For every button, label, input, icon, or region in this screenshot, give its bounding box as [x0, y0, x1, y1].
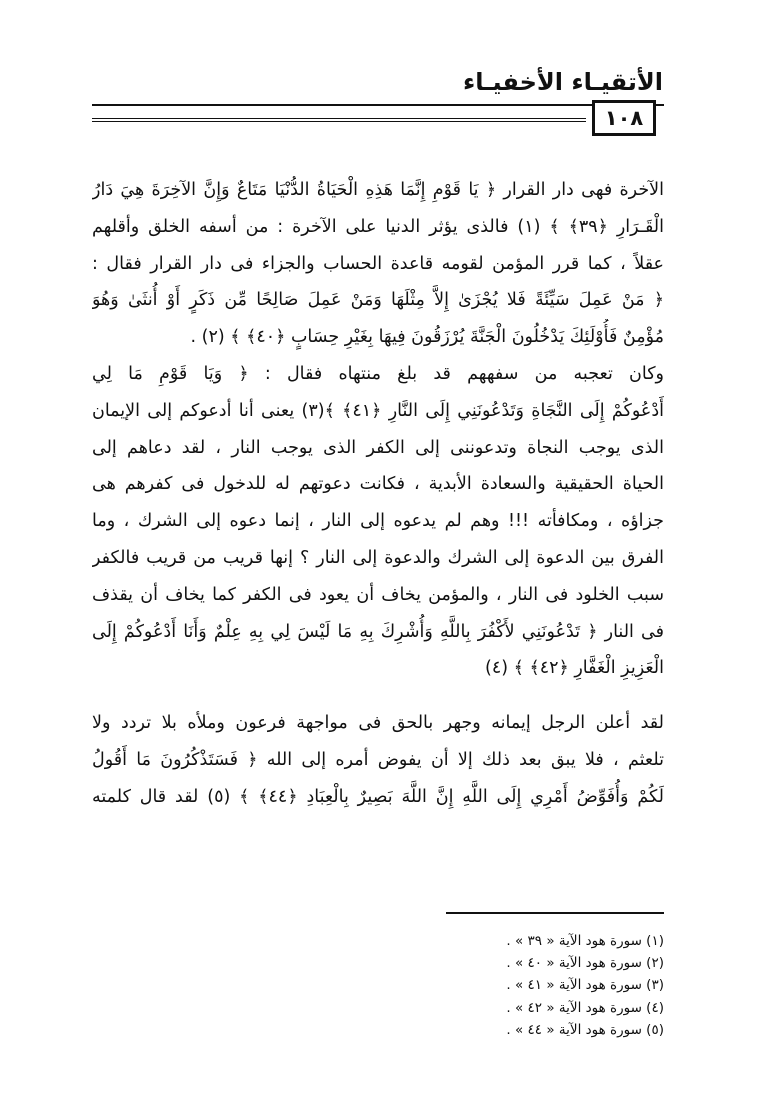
header-double-rule	[92, 118, 586, 122]
text-line: الذى يوجب النجاة وتدعوننى إلى الكفر الذى يوجب النار ، لقد دعاهم إلى	[92, 437, 664, 458]
footnote: (١) سورة هود الآية « ٣٩ » .	[506, 933, 664, 949]
footnote: (٤) سورة هود الآية « ٤٢ » .	[506, 999, 664, 1016]
text-line: الحياة الحقيقية والسعادة الأبدية ، فكانت دعوتهم له للدخول فى كفرهم هى	[92, 474, 664, 495]
body-text	[92, 172, 664, 816]
text-line: عقلاً ، كما قرر المؤمن لقومه قاعدة الحساب والجزاء فى دار القرار فقال :	[92, 253, 664, 274]
text-line: ﴿ مَنْ عَمِلَ سَيِّئَةً فَلا يُجْزَىٰ إِلاَّ مِثْلَهَا وَمَنْ عَمِلَ صَالِحًا مِّن ذَكَرٍ أَوْ أُنثَىٰ وَهُوَ	[92, 290, 664, 311]
text-line: الآخرة فهى دار القرار ﴿ يَا قَوْمِ إِنَّمَا هَذِهِ الْحَيَاةُ الدُّنْيَا مَتَاعٌ وَإِنَّ الآخِرَةَ هِيَ دَارُ	[92, 180, 664, 200]
text-line: جزاؤه ، ومكافأته !!! وهم لم يدعوه إلى النار ، إنما دعوه إلى الشرك ، وما	[92, 511, 664, 532]
text-line: الفرق بين الدعوة إلى الشرك والدعوة إلى النار ؟ إنها قريب من قريب فالكفر	[92, 547, 664, 568]
text-line: سبب الخلود فى النار ، والمؤمن يخاف أن يعود فى الكفر كما يخاف أن يقذف	[92, 584, 664, 605]
footnotes	[344, 930, 664, 1041]
page-number: ١٠٨	[592, 100, 656, 136]
text-line: تلعثم ، فلا يبق بعد ذلك إلا أن يفوض أمره إلى الله ﴿ فَسَتَذْكُرُونَ مَا أَقُولُ	[92, 749, 664, 770]
text-line: وكان تعجبه من سفههم قد بلغ منتهاه فقال : ﴿ وَيَا قَوْمِ مَا لِي	[92, 363, 664, 384]
text-line: لَكُمْ وَأُفَوِّضُ أَمْرِي إِلَى اللَّهِ إِنَّ اللَّهَ بَصِيرٌ بِالْعِبَادِ ﴿٤٤﴾ ﴾ (٥) لقد قال كلمته	[92, 786, 664, 807]
footnote: (٣) سورة هود الآية « ٤١ » .	[506, 977, 664, 994]
running-title: الأتقيـاء الأخفيـاء	[463, 68, 663, 96]
text-line: الْقَـرَارِ ﴿٣٩﴾ ﴾ (١) فالذى يؤثر الدنيا على الآخرة : من أسفه الخلق وأقلهم	[92, 216, 664, 237]
text-line: أَدْعُوكُمْ إِلَى النَّجَاةِ وَتَدْعُونَنِي إِلَى النَّارِ ﴿٤١﴾ ﴾(٣) يعنى أنا أدعوكم إلى الإيمان	[92, 400, 664, 421]
footnote-separator	[446, 912, 664, 914]
text-line: لقد أعلن الرجل إيمانه وجهر بالحق فى مواجهة فرعون وملأه بلا تردد ولا	[92, 713, 664, 734]
header-rule	[92, 104, 664, 106]
footnote: (٢) سورة هود الآية « ٤٠ » .	[506, 955, 664, 972]
text-line: فى النار ﴿ تَدْعُونَنِي لأَكْفُرَ بِاللَّهِ وَأُشْرِكَ بِهِ مَا لَيْسَ لِي بِهِ عِلْمٌ وَأَنَا أَدْعُوكُمْ إِلَى	[92, 621, 664, 642]
text-line: الْعَزِيزِ الْغَفَّارِ ﴿٤٢﴾ ﴾ (٤)	[485, 658, 664, 679]
footnote: (٥) سورة هود الآية « ٤٤ » .	[506, 1021, 664, 1038]
text-line: مُؤْمِنٌ فَأُوْلَئِكَ يَدْخُلُونَ الْجَنَّةَ يُرْزَقُونَ فِيهَا بِغَيْرِ حِسَابٍ ﴿٤٠﴾ ﴾ (٢) .	[190, 327, 664, 348]
paragraph-gap	[92, 687, 664, 705]
